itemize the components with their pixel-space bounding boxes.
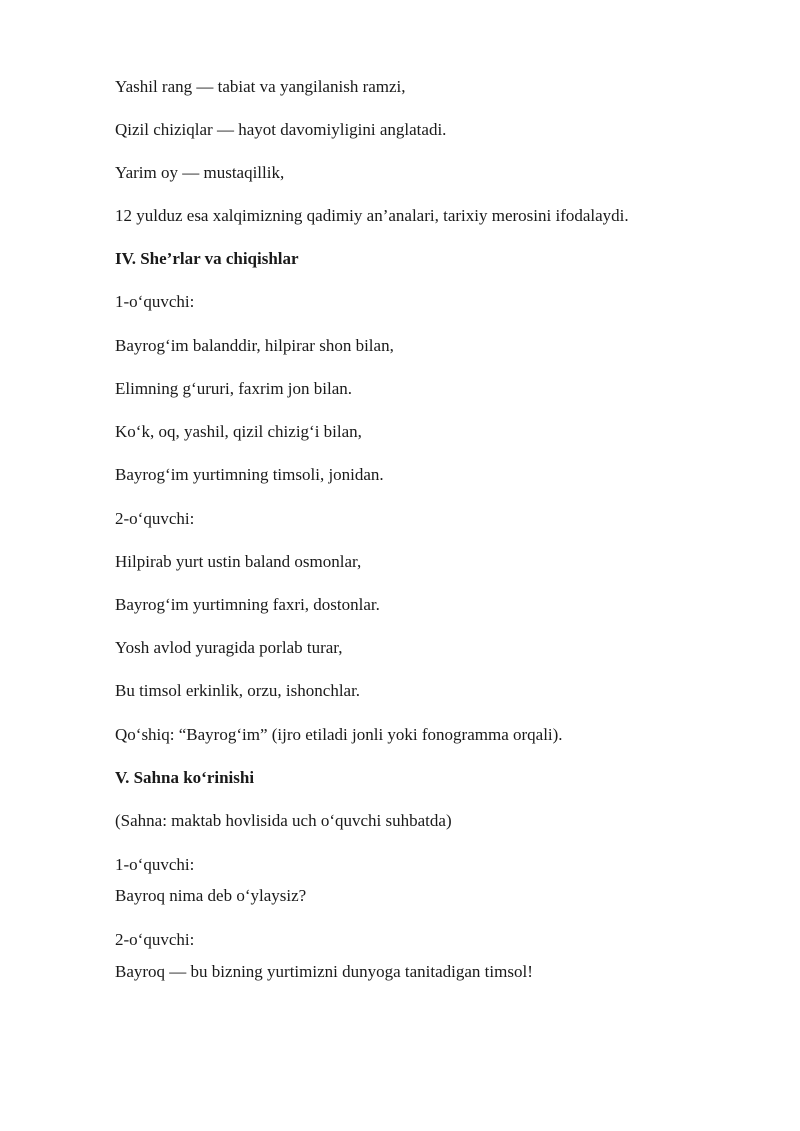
speaker-label: 1-o‘quvchi: (115, 855, 195, 874)
poem-line: Bayrog‘im yurtimning timsoli, jonidan. (115, 465, 384, 484)
poem-line: Ko‘k, oq, yashil, qizil chizig‘i bilan, (115, 422, 362, 441)
poem-line: Bayrog‘im yurtimning faxri, dostonlar. (115, 595, 380, 614)
poem-line: Hilpirab yurt ustin baland osmonlar, (115, 552, 362, 571)
text-line: Yashil rang — tabiat va yangilanish ramzi, (115, 77, 406, 96)
text-line: Qizil chiziqlar — hayot davomiyligini anglatadi. (115, 120, 447, 139)
song-note: Qo‘shiq: “Bayrog‘im” (ijro etiladi jonli yoki fonogramma orqali). (115, 725, 563, 744)
poem-line: Bu timsol erkinlik, orzu, ishonchlar. (115, 681, 361, 700)
section-heading: IV. She’rlar va chiqishlar (115, 249, 299, 268)
dialogue-line: Bayroq — bu bizning yurtimizni dunyoga tanitadigan timsol! (115, 962, 533, 981)
speaker-label: 1-o‘quvchi: (115, 292, 195, 311)
poem-line: Elimning g‘ururi, faxrim jon bilan. (115, 379, 353, 398)
section-heading: V. Sahna ko‘rinishi (115, 768, 255, 787)
text-line: Yarim oy — mustaqillik, (115, 163, 285, 182)
stage-direction: (Sahna: maktab hovlisida uch o‘quvchi suhbatda) (115, 811, 452, 830)
text-line: 12 yulduz esa xalqimizning qadimiy an’analari, tarixiy merosini ifodalaydi. (115, 206, 629, 225)
poem-line: Bayrog‘im balanddir, hilpirar shon bilan, (115, 336, 394, 355)
speaker-label: 2-o‘quvchi: (115, 930, 195, 949)
speaker-label: 2-o‘quvchi: (115, 509, 195, 528)
poem-line: Yosh avlod yuragida porlab turar, (115, 638, 343, 657)
dialogue-line: Bayroq nima deb o‘ylaysiz? (115, 886, 307, 905)
